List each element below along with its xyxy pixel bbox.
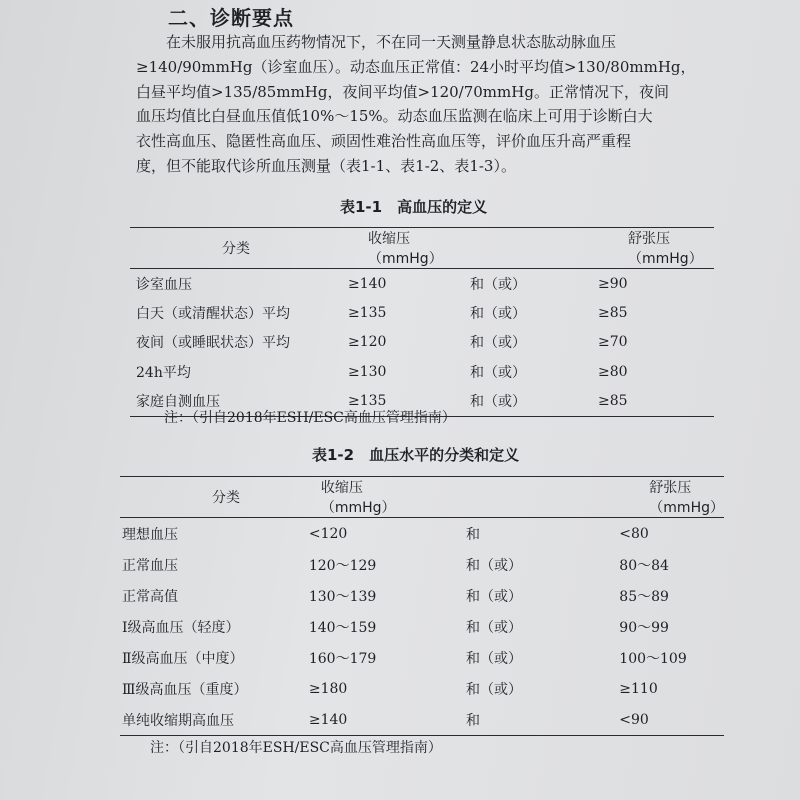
table-row: [120, 611, 724, 642]
header-systolic: 收缩压（mmHg）: [308, 228, 470, 269]
cell-diastolic: ≥85: [598, 305, 628, 322]
header-connector: [426, 477, 569, 518]
cell-diastolic: <80: [619, 525, 649, 542]
table-row: [120, 580, 724, 611]
paragraph-line: ≥140/90mmHg（诊室血压）。动态血压正常值：24小时平均值>130/80mmHg，: [136, 57, 696, 76]
cell-diastolic: ≥70: [598, 334, 628, 351]
bp-level-classification-table: [120, 476, 724, 736]
table-row: [130, 357, 714, 386]
table-row: [130, 328, 714, 357]
cell-category: 家庭自测血压: [130, 387, 308, 417]
table-row: [130, 298, 714, 327]
cell-connector: 和（或）: [470, 364, 526, 381]
cell-systolic: ≥135: [308, 387, 470, 417]
paragraph-line: 血压均值比白昼血压值低10%～15%。动态血压监测在临床上可用于诊断白大: [136, 107, 653, 126]
cell-connector: 和（或）: [470, 276, 526, 293]
cell-systolic: ≥135: [348, 305, 387, 322]
paragraph-line: 度，但不能取代诊所血压测量（表1-1、表1-2、表1-3）。: [136, 156, 516, 175]
cell-connector: 和: [426, 704, 569, 736]
cell-systolic: ≥140: [348, 275, 387, 292]
cell-category: 夜间（或睡眠状态）平均: [136, 335, 290, 352]
cell-connector: 和（或）: [465, 650, 522, 667]
table-row: [120, 642, 724, 673]
cell-category: 白天（或清醒状态）平均: [136, 306, 290, 323]
paragraph-line: 白昼平均值>135/85mmHg，夜间平均值>120/70mmHg。正常情况下，夜间: [136, 82, 669, 101]
cell-systolic: ≥130: [348, 363, 387, 380]
header-systolic: 收缩压（mmHg）: [297, 477, 426, 518]
cell-category: 理想血压: [122, 526, 178, 543]
cell-diastolic: 80～84: [619, 557, 669, 574]
header-connector: [470, 228, 588, 269]
cell-category: 正常高值: [122, 588, 178, 605]
cell-category: Ⅰ级高血压（轻度）: [122, 619, 240, 636]
cell-systolic: 140～159: [308, 619, 377, 636]
cell-systolic: ≥180: [308, 680, 348, 697]
cell-systolic: 130～139: [308, 588, 377, 605]
header-category: 分类: [130, 228, 308, 269]
cell-systolic: 160～179: [308, 650, 377, 667]
cell-connector: 和（或）: [465, 557, 522, 574]
cell-systolic: 120～129: [308, 557, 377, 574]
cell-category: Ⅲ级高血压（重度）: [122, 681, 248, 698]
table-header-row: [120, 477, 724, 518]
cell-diastolic: ≥90: [598, 275, 628, 292]
cell-diastolic: ≥110: [619, 680, 658, 697]
table2-caption: 表1-2 血压水平的分类和定义: [312, 446, 520, 464]
cell-diastolic: 85～89: [619, 588, 669, 605]
cell-connector: 和（或）: [470, 335, 526, 352]
cell-diastolic: ≥80: [598, 363, 628, 380]
table-header-row: [130, 228, 714, 269]
table-row: [120, 704, 724, 736]
cell-connector: 和: [465, 526, 480, 543]
hypertension-definition-table: [130, 227, 714, 417]
diagnosis-paragraph: [136, 30, 716, 179]
header-diastolic: 舒张压（mmHg）: [588, 228, 714, 269]
cell-diastolic: 90～99: [619, 619, 669, 636]
cell-diastolic: ≥85: [588, 387, 714, 417]
cell-connector: 和（或）: [470, 306, 526, 323]
table-row: [120, 673, 724, 704]
header-diastolic: 舒张压（mmHg）: [569, 477, 724, 518]
table-row: [120, 518, 724, 550]
cell-systolic: ≥120: [348, 334, 387, 351]
cell-connector: 和（或）: [465, 619, 522, 636]
section-heading: 二、诊断要点: [168, 6, 294, 30]
cell-category: 单纯收缩期高血压: [120, 704, 297, 736]
cell-category: Ⅱ级高血压（中度）: [122, 650, 244, 667]
cell-systolic: <120: [308, 525, 348, 542]
cell-diastolic: <90: [569, 704, 724, 736]
cell-systolic: ≥140: [297, 704, 426, 736]
cell-connector: 和（或）: [465, 588, 522, 605]
cell-diastolic: 100～109: [619, 650, 687, 667]
cell-connector: 和（或）: [470, 387, 588, 417]
header-category: 分类: [120, 477, 297, 518]
paragraph-line: 在未服用抗高血压药物情况下，不在同一天测量静息状态肱动脉血压: [136, 33, 617, 51]
cell-category: 正常血压: [122, 557, 178, 574]
table2-note: 注：（引自2018年ESH/ESC高血压管理指南）: [150, 740, 442, 756]
table-row: [130, 269, 714, 299]
table1-caption: 表1-1 高血压的定义: [340, 198, 488, 216]
paragraph-line: 衣性高血压、隐匿性高血压、顽固性难治性高血压等，评价血压升高严重程: [136, 132, 632, 151]
cell-connector: 和（或）: [465, 681, 522, 698]
cell-category: 诊室血压: [136, 276, 192, 293]
table1-note: 注：（引自2018年ESH/ESC高血压管理指南）: [164, 410, 456, 426]
cell-category: 24h平均: [136, 364, 191, 381]
table-row: [120, 549, 724, 580]
